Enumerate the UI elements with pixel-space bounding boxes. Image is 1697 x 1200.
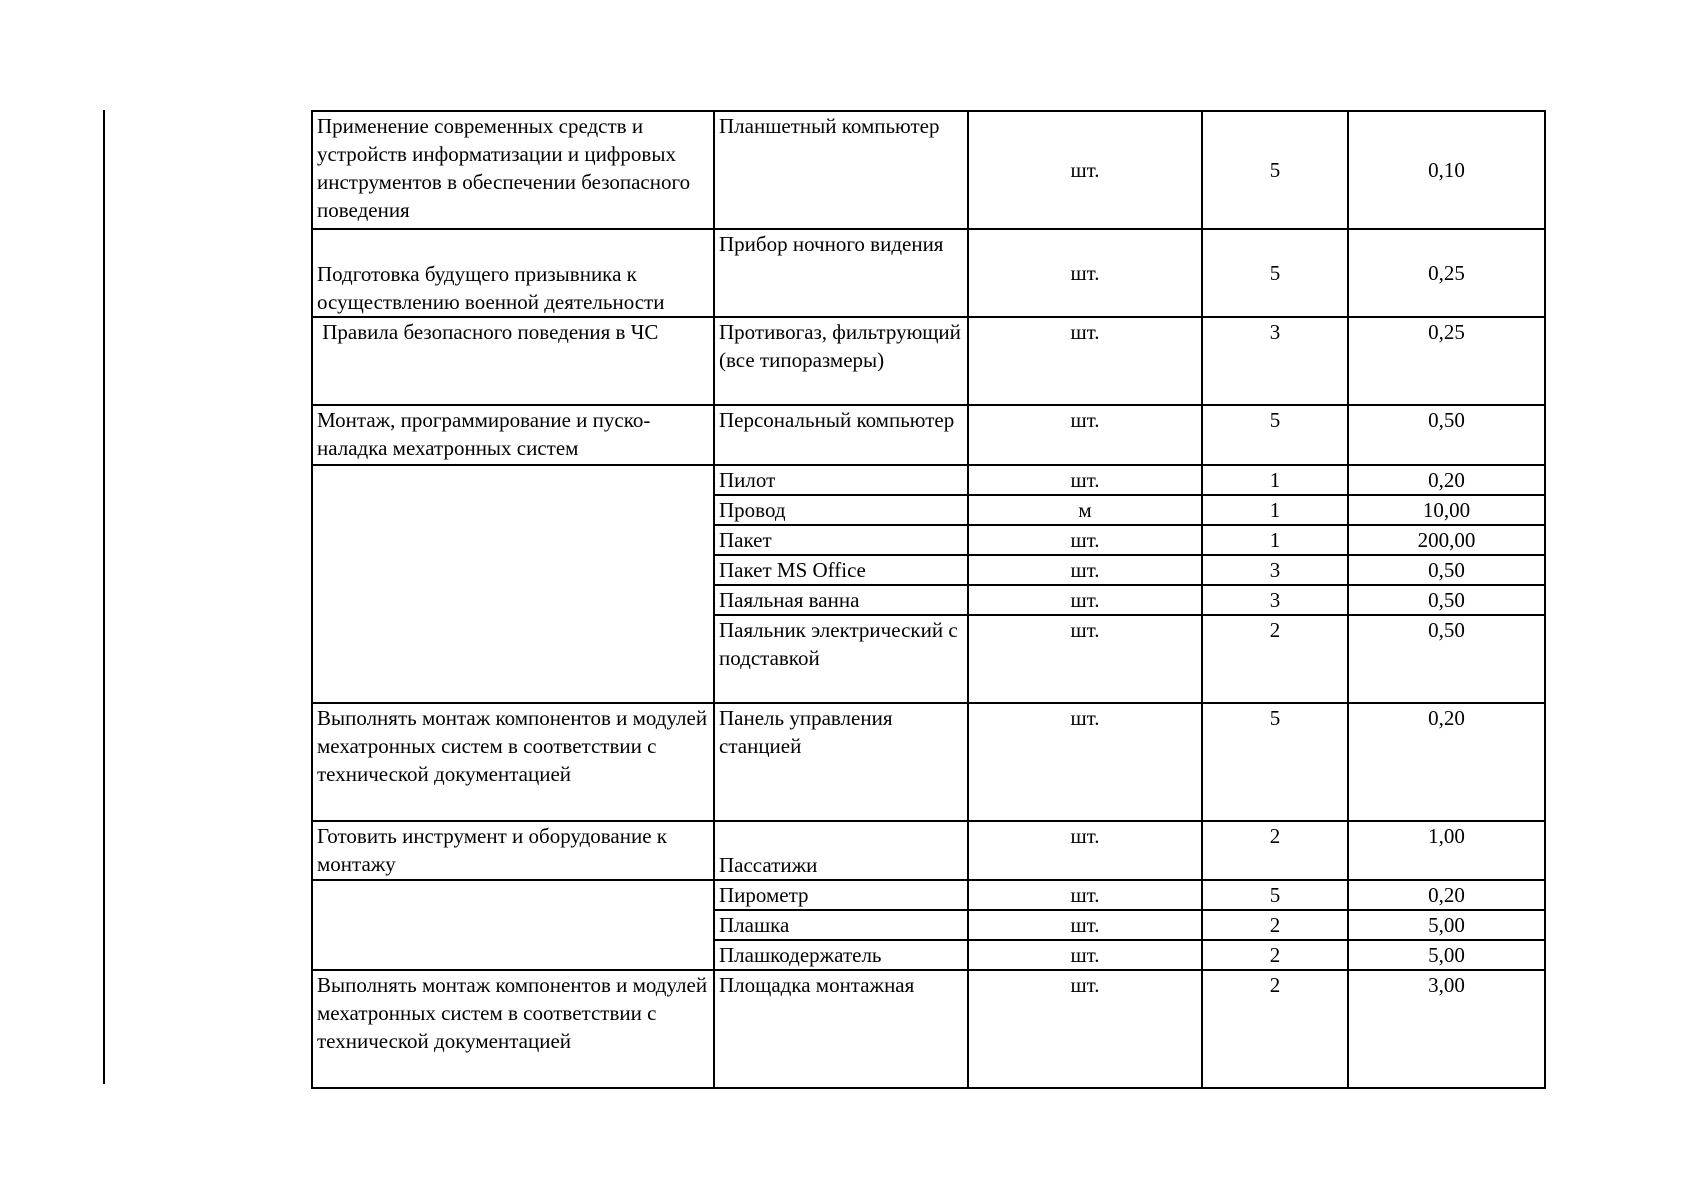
topic-cell: Выполнять монтаж компонентов и модулей мехатронных систем в соответствии с технической документацией [312,970,714,1088]
item-cell: Пилот [714,465,968,495]
unit-cell: шт. [968,910,1202,940]
value-cell: 200,00 [1348,525,1545,555]
qty-cell: 5 [1202,703,1348,821]
value-cell: 0,50 [1348,585,1545,615]
table-row [312,111,1545,229]
value-cell: 0,10 [1348,111,1545,229]
value-cell: 5,00 [1348,940,1545,970]
unit-cell: шт. [968,555,1202,585]
qty-cell: 5 [1202,229,1348,317]
qty-cell: 2 [1202,940,1348,970]
topic-cell: Выполнять монтаж компонентов и модулей мехатронных систем в соответствии с технической документацией [312,703,714,821]
value-cell: 0,20 [1348,465,1545,495]
unit-cell: шт. [968,970,1202,1088]
value-cell: 0,20 [1348,703,1545,821]
value-cell: 0,50 [1348,405,1545,465]
table-row [312,465,1545,495]
qty-cell: 2 [1202,615,1348,703]
item-cell: Персональный компьютер [714,405,968,465]
unit-cell: шт. [968,111,1202,229]
left-margin-rule [103,110,105,1084]
value-cell: 10,00 [1348,495,1545,525]
unit-cell: шт. [968,940,1202,970]
item-cell: Плашкодержатель [714,940,968,970]
item-cell: Пирометр [714,880,968,910]
qty-cell: 2 [1202,910,1348,940]
qty-cell: 5 [1202,405,1348,465]
value-cell: 3,00 [1348,970,1545,1088]
qty-cell: 1 [1202,495,1348,525]
topic-cell: Готовить инструмент и оборудование к монтажу [312,821,714,880]
value-cell: 0,20 [1348,880,1545,910]
unit-cell: шт. [968,405,1202,465]
item-cell: Паяльная ванна [714,585,968,615]
unit-cell: шт. [968,615,1202,703]
item-cell: Пассатижи [714,821,968,880]
unit-cell: шт. [968,585,1202,615]
unit-cell: шт. [968,821,1202,880]
topic-cell [312,880,714,970]
item-cell: Пакет [714,525,968,555]
item-cell: Противогаз, фильтрующий (все типоразмеры) [714,317,968,405]
qty-cell: 3 [1202,585,1348,615]
table-row [312,229,1545,317]
unit-cell: шт. [968,229,1202,317]
value-cell: 0,50 [1348,615,1545,703]
table-row [312,880,1545,910]
value-cell: 1,00 [1348,821,1545,880]
table-row [312,405,1545,465]
value-cell: 0,25 [1348,229,1545,317]
qty-cell: 3 [1202,317,1348,405]
item-cell: Планшетный компьютер [714,111,968,229]
unit-cell: шт. [968,525,1202,555]
topic-cell: Подготовка будущего призывника к осуществлению военной деятельности [312,229,714,317]
item-cell: Площадка монтажная [714,970,968,1088]
topic-cell [312,465,714,703]
unit-cell: шт. [968,703,1202,821]
qty-cell: 2 [1202,821,1348,880]
equipment-table [311,110,1546,1089]
qty-cell: 1 [1202,465,1348,495]
item-cell: Панель управления станцией [714,703,968,821]
item-cell: Провод [714,495,968,525]
topic-cell: Монтаж, программирование и пуско-наладка мехатронных систем [312,405,714,465]
table-row [312,703,1545,821]
qty-cell: 3 [1202,555,1348,585]
topic-cell: Применение современных средств и устройств информатизации и цифровых инструментов в обеспечении безопасного поведения [312,111,714,229]
unit-cell: м [968,495,1202,525]
qty-cell: 5 [1202,880,1348,910]
topic-cell: Правила безопасного поведения в ЧС [312,317,714,405]
qty-cell: 5 [1202,111,1348,229]
value-cell: 5,00 [1348,910,1545,940]
value-cell: 0,25 [1348,317,1545,405]
unit-cell: шт. [968,465,1202,495]
item-cell: Пакет MS Office [714,555,968,585]
qty-cell: 2 [1202,970,1348,1088]
qty-cell: 1 [1202,525,1348,555]
table-row [312,970,1545,1088]
unit-cell: шт. [968,880,1202,910]
item-cell: Паяльник электрический с подставкой [714,615,968,703]
item-cell: Плашка [714,910,968,940]
unit-cell: шт. [968,317,1202,405]
table-row [312,821,1545,880]
table-row [312,317,1545,405]
value-cell: 0,50 [1348,555,1545,585]
item-cell: Прибор ночного видения [714,229,968,317]
